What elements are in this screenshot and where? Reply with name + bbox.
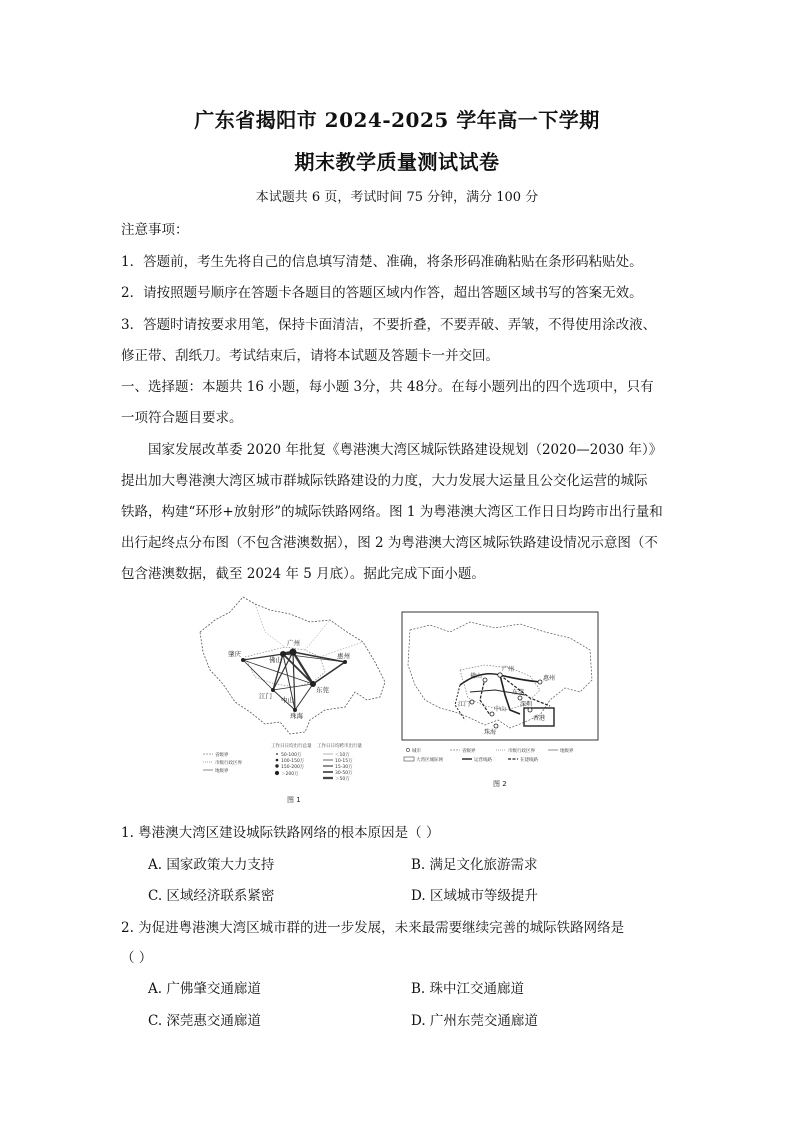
figure-1-map [195,592,395,812]
fig2-label: 香港 [533,715,546,722]
page-title: 广东省揭阳市 2024-2025 学年高一下学期 [194,108,600,132]
section-heading-cont: 一项符合题目要求。 [121,410,243,426]
figure-1-caption: 图 1 [287,796,301,804]
figure-2-map [400,610,600,810]
fig1-legend-item: ＜10万 [335,753,350,758]
fig2-legend-item: 城市 [412,749,421,754]
fig2-label: 东莞 [512,689,525,696]
fig1-legend-item: 市级行政区界 [215,761,242,766]
fig1-legend-item: 地级界 [215,769,229,774]
question-2-option-b[interactable]: B. 珠中江交通廊道 [411,981,525,997]
fig1-legend-item: ＞50万 [335,777,350,782]
fig1-legend-item: 10-15万 [335,759,353,764]
fig2-label: 惠州 [543,675,556,682]
note-item-3: 3．答题时请按要求用笔，保持卡面清洁，不要折叠，不要弄破、弄皱，不得使用涂改液、 [121,317,657,333]
fig1-legend-item: 150-200万 [281,765,305,770]
fig1-legend-title: 工作日日均出行总量 [271,744,312,749]
fig2-label: 珠海 [484,729,497,736]
question-2-stem-cont: （ ） [121,950,153,966]
page-subtitle-title: 期末教学质量测试试卷 [294,150,500,174]
question-1-option-d[interactable]: D. 区域城市等级提升 [411,888,538,904]
passage-line-3: 铁路，构建“环形+放射形”的城际铁路网络。图 1 为粤港澳大湾区工作日日均跨市出行量和 [121,504,663,520]
note-item-3-cont: 修正带、刮纸刀。考试结束后，请将本试题及答题卡一并交回。 [121,348,499,364]
fig2-legend-item: 市级行政区界 [508,749,535,754]
fig1-label: 东莞 [316,686,329,694]
fig2-label: 江门 [458,701,471,708]
fig2-label: 佛山 [470,673,483,680]
fig2-legend-item: 在建线路 [520,758,538,763]
question-2-option-d[interactable]: D. 广州东莞交通廊道 [411,1013,538,1029]
note-item-2: 2．请按照题号顺序在答题卡各题目的答题区域内作答，超出答题区域书写的答案无效。 [121,285,643,301]
fig1-legend-item: 100-150万 [281,759,305,764]
question-2-stem: 2. 为促进粤港澳大湾区城市群的进一步发展，未来最需要继续完善的城际铁路网络是 [121,920,625,936]
passage-line-2: 提出加大粤港澳大湾区城市群城际铁路建设的力度，大力发展大运量且公交化运营的城际 [121,473,648,489]
question-1-option-b[interactable]: B. 满足文化旅游需求 [411,857,538,873]
fig2-legend-item: 大湾区城际网 [416,758,443,763]
question-2-option-a[interactable]: A. 广佛肇交通廊道 [148,981,261,997]
note-item-1: 1．答题前，考生先将自己的信息填写清楚、准确，将条形码准确粘贴在条形码粘贴处。 [121,254,643,270]
fig1-legend-item: 省级界 [215,753,229,758]
fig2-label: 深圳 [520,701,533,708]
fig1-label: 广州 [287,639,300,647]
fig1-label: 中山 [281,696,294,704]
notes-heading: 注意事项： [121,222,189,238]
passage-line-4: 出行起终点分布图（不包含港澳数据），图 2 为粤港澳大湾区城际铁路建设情况示意图（不 [121,535,658,551]
fig1-label: 江门 [259,692,272,700]
fig2-legend-item: 运营线路 [474,758,492,763]
fig2-legend-item: 地级界 [560,749,574,754]
passage-line-5: 包含港澳数据，截至 2024 年 5 月底）。据此完成下面小题。 [121,566,485,582]
fig1-legend-item: ＞200万 [281,772,299,777]
fig1-legend-title: 工作日日均跨市出行量 [317,744,362,749]
fig2-legend-item: 省级界 [462,749,476,754]
exam-info: 本试题共 6 页，考试时间 75 分钟，满分 100 分 [255,190,539,205]
fig1-label: 珠海 [290,712,303,720]
fig1-legend-item: 30-50万 [335,771,353,776]
fig1-label: 肇庆 [228,650,241,658]
question-1-option-a[interactable]: A. 国家政策大力支持 [148,857,275,873]
fig1-legend-item: 15-30万 [335,765,353,770]
section-heading: 一、选择题：本题共 16 小题，每小题 3分，共 48分。在每小题列出的四个选项中，只有 [121,379,654,395]
figure-2-caption: 图 2 [493,780,507,788]
question-1-stem: 1. 粤港澳大湾区建设城际铁路网络的根本原因是（ ） [121,825,440,841]
fig1-label: 佛山 [269,656,282,664]
passage-line-1: 国家发展改革委 2020 年批复《粤港澳大湾区城际铁路建设规划（2020—2030 年）》 [148,442,663,458]
fig1-label: 惠州 [337,652,350,660]
question-1-option-c[interactable]: C. 区域经济联系紧密 [148,888,275,904]
question-2-option-c[interactable]: C. 深莞惠交通廊道 [148,1013,261,1029]
fig1-legend-item: 50-100万 [281,753,302,758]
fig2-label: 中山 [494,706,507,713]
fig2-label: 广州 [502,666,515,673]
